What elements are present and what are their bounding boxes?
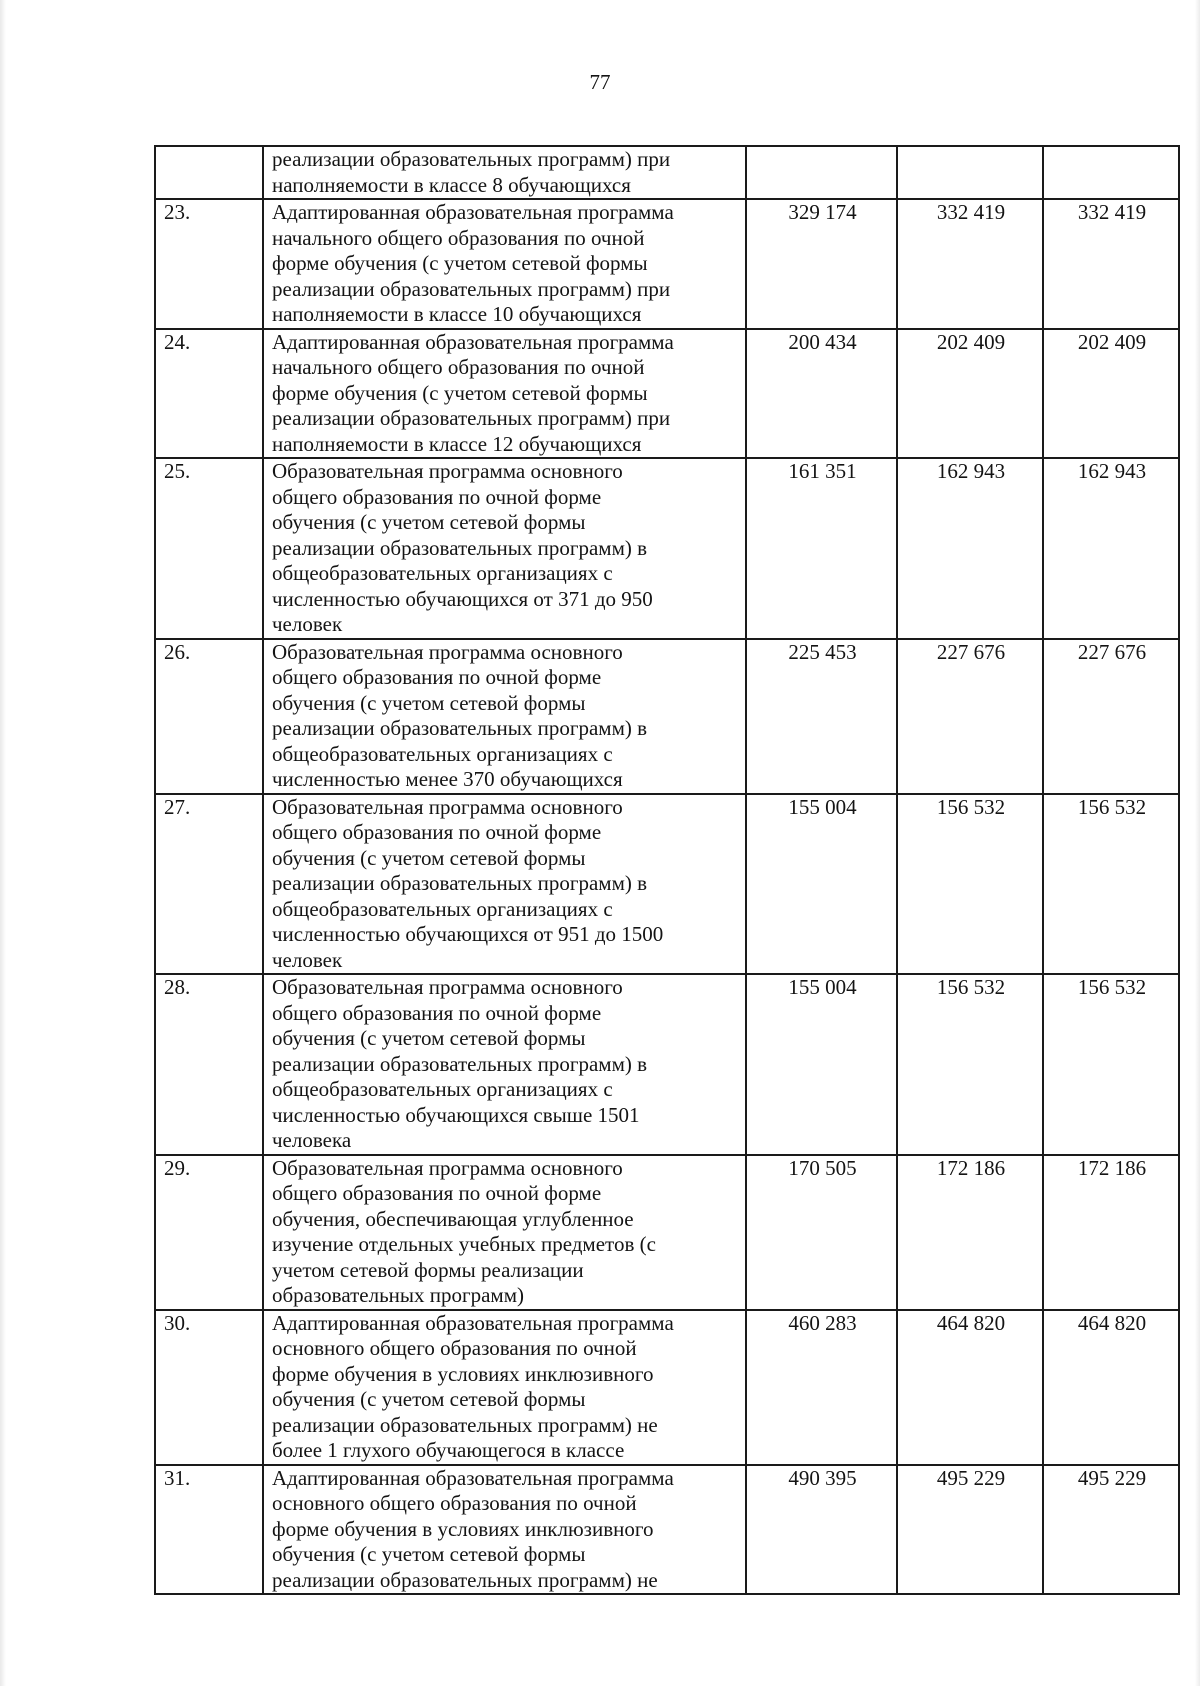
value-year-1: 490 395 xyxy=(788,1465,857,1490)
cell-value-year-1 xyxy=(746,199,897,329)
value-year-3: 495 229 xyxy=(1077,1465,1147,1490)
value-year-1: 329 174 xyxy=(788,200,857,224)
value-year-2: 172 186 xyxy=(936,1155,1006,1180)
value-year-1: 155 004 xyxy=(788,975,857,999)
cell-value-year-1 xyxy=(746,639,897,794)
cell-row-number xyxy=(155,1465,263,1595)
row-number: 27. xyxy=(164,794,191,819)
cell-row-number xyxy=(155,458,263,639)
value-year-1: 200 434 xyxy=(788,329,857,354)
row-number: 30. xyxy=(164,1310,191,1335)
value-year-2: 332 419 xyxy=(936,200,1006,224)
cell-value-year-3 xyxy=(1043,794,1179,975)
program-description: Образовательная программа основного общего образования по очной форме обучения (с учетом сетевой формы реализации образовательных программ) в общеобразовательных организациях с численностью обучающихся от 951 до 1500 человек xyxy=(272,794,664,972)
cell-value-year-2 xyxy=(897,146,1043,199)
value-year-3: 332 419 xyxy=(1077,200,1147,224)
table-row xyxy=(155,1465,1179,1595)
row-number: 28. xyxy=(164,975,191,999)
cell-row-number xyxy=(155,146,263,199)
program-description: Адаптированная образовательная программа основного общего образования по очной форме обучения в условиях инклюзивного обучения (с учетом сетевой формы реализации образовательных программ) не xyxy=(272,1465,674,1592)
cell-row-number xyxy=(155,1310,263,1465)
value-year-3: 172 186 xyxy=(1077,1155,1147,1180)
cell-program-description xyxy=(263,639,746,794)
cell-value-year-3 xyxy=(1043,329,1179,459)
cell-value-year-3 xyxy=(1043,199,1179,329)
scan-edge-left xyxy=(0,0,6,1686)
cell-row-number xyxy=(155,794,263,975)
cell-value-year-1 xyxy=(746,329,897,459)
value-year-3: 162 943 xyxy=(1077,459,1147,483)
cell-row-number xyxy=(155,1155,263,1310)
cell-value-year-1 xyxy=(746,146,897,199)
program-description: реализации образовательных программ) при наполняемости в классе 8 обучающихся xyxy=(272,147,671,197)
cell-program-description xyxy=(263,974,746,1155)
value-year-1: 155 004 xyxy=(788,794,857,819)
cell-program-description xyxy=(263,199,746,329)
table-row xyxy=(155,1310,1179,1465)
table-row xyxy=(155,146,1179,199)
cell-program-description xyxy=(263,794,746,975)
cell-value-year-2 xyxy=(897,1310,1043,1465)
tariff-table xyxy=(154,145,1180,1595)
cell-value-year-3 xyxy=(1043,1465,1179,1595)
value-year-2: 156 532 xyxy=(936,794,1006,819)
row-number: 29. xyxy=(164,1155,191,1180)
row-number: 31. xyxy=(164,1465,191,1490)
program-description: Образовательная программа основного общего образования по очной форме обучения (с учетом сетевой формы реализации образовательных программ) в общеобразовательных организациях с численностью обучающихся свыше 1501 человека xyxy=(272,975,648,1152)
value-year-3: 156 532 xyxy=(1077,794,1147,819)
cell-value-year-3 xyxy=(1043,458,1179,639)
cell-value-year-3 xyxy=(1043,1155,1179,1310)
cell-value-year-3 xyxy=(1043,1310,1179,1465)
row-number: 26. xyxy=(164,639,191,664)
cell-row-number xyxy=(155,639,263,794)
cell-value-year-1 xyxy=(746,1465,897,1595)
cell-value-year-2 xyxy=(897,199,1043,329)
value-year-1: 170 505 xyxy=(788,1155,857,1180)
value-year-2: 162 943 xyxy=(936,459,1006,483)
cell-program-description xyxy=(263,1310,746,1465)
cell-value-year-1 xyxy=(746,974,897,1155)
page-number: 77 xyxy=(589,70,611,94)
table-row xyxy=(155,199,1179,329)
value-year-2: 227 676 xyxy=(936,639,1006,664)
row-number: 23. xyxy=(164,200,191,224)
value-year-3: 464 820 xyxy=(1077,1310,1147,1335)
cell-row-number xyxy=(155,199,263,329)
program-description: Образовательная программа основного общего образования по очной форме обучения, обеспечивающая углубленное изучение отдельных учебных предметов (с учетом сетевой формы реализации образовательных программ) xyxy=(272,1155,656,1307)
cell-program-description xyxy=(263,146,746,199)
cell-program-description xyxy=(263,1155,746,1310)
value-year-3: 156 532 xyxy=(1077,975,1147,999)
table-body xyxy=(155,146,1179,1594)
scan-edge-right xyxy=(1195,0,1200,1686)
row-number: 25. xyxy=(164,459,191,483)
cell-value-year-1 xyxy=(746,1310,897,1465)
cell-value-year-3 xyxy=(1043,974,1179,1155)
cell-value-year-1 xyxy=(746,1155,897,1310)
value-year-3: 227 676 xyxy=(1077,639,1147,664)
cell-value-year-2 xyxy=(897,458,1043,639)
program-description: Адаптированная образовательная программа начального общего образования по очной форме обучения (с учетом сетевой формы реализации образовательных программ) при наполняемости в классе 12 обучающихся xyxy=(272,329,674,456)
value-year-3: 202 409 xyxy=(1077,329,1147,354)
value-year-1: 161 351 xyxy=(788,459,857,483)
cell-value-year-2 xyxy=(897,1465,1043,1595)
table-row xyxy=(155,458,1179,639)
value-year-2: 156 532 xyxy=(936,975,1006,999)
cell-value-year-3 xyxy=(1043,639,1179,794)
cell-value-year-1 xyxy=(746,458,897,639)
table-row xyxy=(155,974,1179,1155)
program-description: Адаптированная образовательная программа основного общего образования по очной форме обучения в условиях инклюзивного обучения (с учетом сетевой формы реализации образовательных программ) не более 1 глухого обучающегося в классе xyxy=(272,1310,674,1462)
value-year-2: 464 820 xyxy=(936,1310,1006,1335)
cell-row-number xyxy=(155,974,263,1155)
value-year-1: 460 283 xyxy=(788,1310,857,1335)
cell-value-year-2 xyxy=(897,639,1043,794)
value-year-2: 495 229 xyxy=(936,1465,1006,1490)
table-row xyxy=(155,1155,1179,1310)
program-description: Образовательная программа основного общего образования по очной форме обучения (с учетом сетевой формы реализации образовательных программ) в общеобразовательных организациях с численностью менее 370 обучающихся xyxy=(272,639,648,791)
cell-value-year-3 xyxy=(1043,146,1179,199)
row-number: 24. xyxy=(164,329,191,354)
cell-value-year-2 xyxy=(897,1155,1043,1310)
cell-program-description xyxy=(263,329,746,459)
table-row xyxy=(155,639,1179,794)
cell-value-year-1 xyxy=(746,794,897,975)
cell-value-year-2 xyxy=(897,329,1043,459)
cell-program-description xyxy=(263,1465,746,1595)
value-year-2: 202 409 xyxy=(936,329,1006,354)
cell-value-year-2 xyxy=(897,974,1043,1155)
cell-program-description xyxy=(263,458,746,639)
cell-value-year-2 xyxy=(897,794,1043,975)
table-row xyxy=(155,329,1179,459)
program-description: Образовательная программа основного общего образования по очной форме обучения (с учетом сетевой формы реализации образовательных программ) в общеобразовательных организациях с численностью обучающихся от 371 до 950 человек xyxy=(272,459,653,636)
program-description: Адаптированная образовательная программа начального общего образования по очной форме обучения (с учетом сетевой формы реализации образовательных программ) при наполняемости в классе 10 обучающихся xyxy=(272,200,674,326)
value-year-1: 225 453 xyxy=(788,639,857,664)
table-row xyxy=(155,794,1179,975)
cell-row-number xyxy=(155,329,263,459)
